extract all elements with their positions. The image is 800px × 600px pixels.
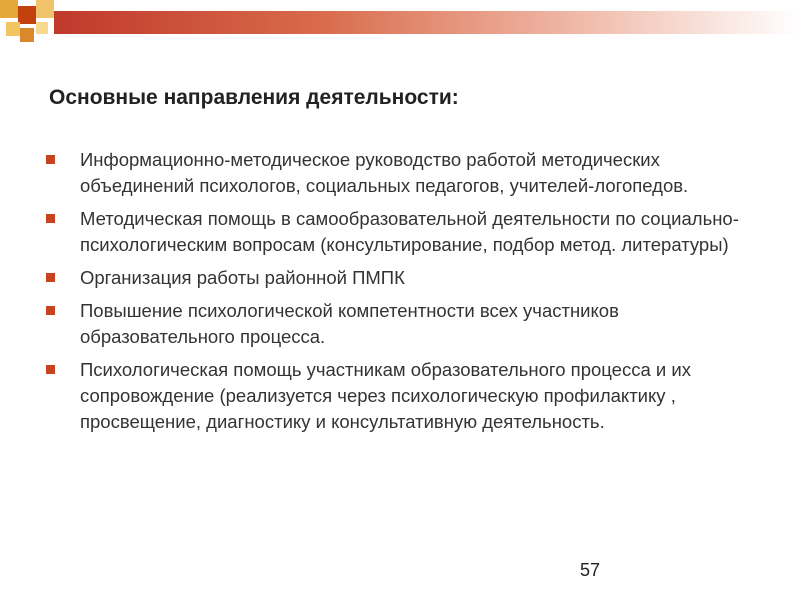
header-gradient-bar: [54, 11, 800, 34]
list-item-text: Психологическая помощь участникам образовательного процесса и их сопровождение (реализуется через психологическую профилактику , просвещение, диагностику и консультативную деятельность.: [80, 359, 691, 432]
square-bullet-icon: [46, 155, 55, 164]
list-item: [46, 357, 761, 435]
list-item: [46, 206, 761, 258]
list-item-text: Информационно-методическое руководство работой методических объединений психологов, социальных педагогов, учителей-логопедов.: [80, 149, 689, 196]
square-bullet-icon: [46, 306, 55, 315]
decor-square: [20, 28, 34, 42]
list-item-text: Организация работы районной ПМПК: [80, 267, 405, 288]
decor-square: [6, 22, 20, 36]
list-item-text: Методическая помощь в самообразовательной деятельности по социально-психологическим вопросам (консультирование, подбор метод. литературы): [80, 208, 739, 255]
list-item: [46, 298, 761, 350]
decor-square: [36, 22, 48, 34]
list-item-text: Повышение психологической компетентности всех участников образовательного процесса.: [80, 300, 619, 347]
list-item: [46, 265, 761, 291]
decor-square: [0, 0, 18, 18]
decor-square: [36, 0, 54, 18]
square-bullet-icon: [46, 214, 55, 223]
square-bullet-icon: [46, 273, 55, 282]
square-bullet-icon: [46, 365, 55, 374]
list-item: [46, 147, 761, 199]
bullet-list: [46, 147, 761, 442]
decor-square: [18, 6, 36, 24]
page-number: 57: [580, 560, 601, 580]
slide-title: Основные направления деятельности:: [49, 86, 459, 109]
